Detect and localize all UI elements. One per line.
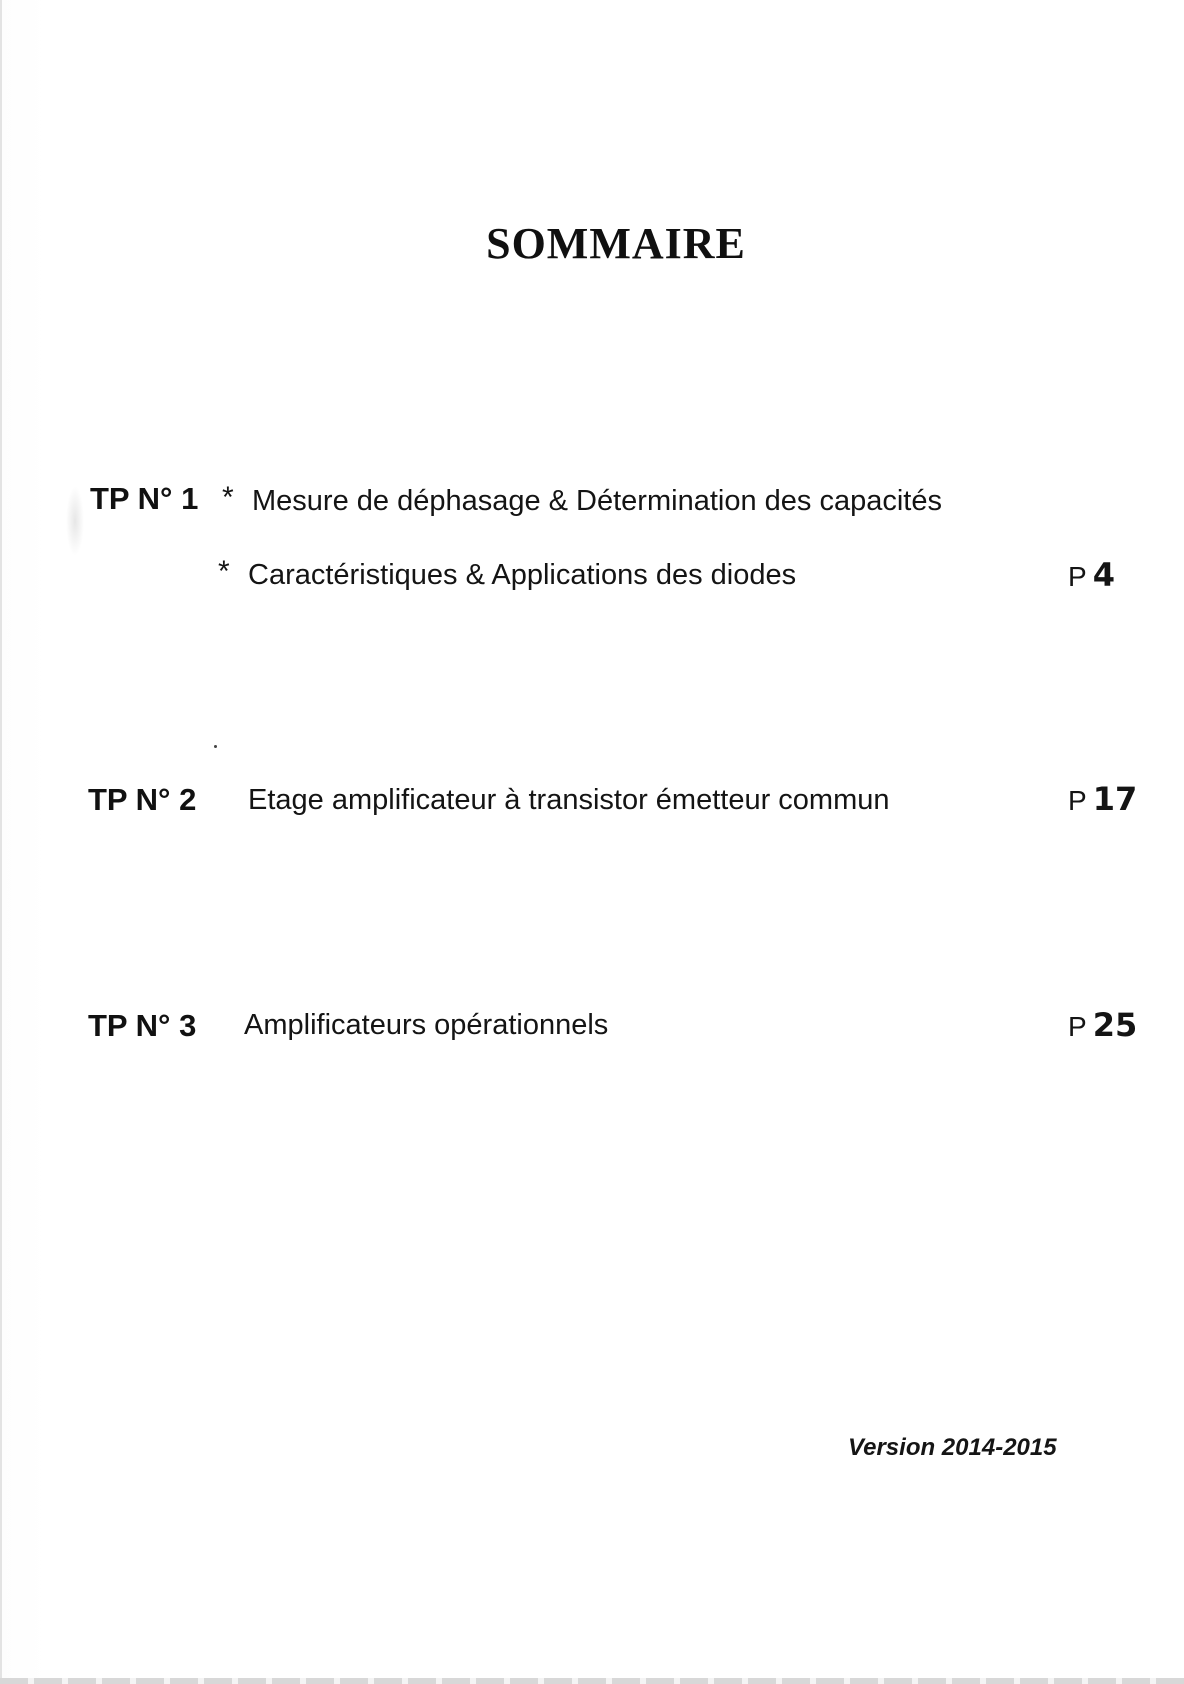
tp3-text: Amplificateurs opérationnels bbox=[244, 1009, 609, 1041]
tp2-label: TP N° 2 bbox=[88, 782, 197, 817]
tp1-bullet-2: * bbox=[218, 555, 230, 588]
tp1-label: TP N° 1 bbox=[90, 481, 199, 516]
paper-smudge bbox=[66, 486, 84, 556]
tp1-page-ref bbox=[1068, 556, 1115, 594]
tp1-line-2: Caractéristiques & Applications des diodes bbox=[248, 559, 797, 591]
tp3-page-number: 25 bbox=[1092, 1006, 1138, 1044]
tp1-page-number: 4 bbox=[1092, 556, 1115, 594]
tp1-bullet-1: * bbox=[222, 481, 234, 514]
tp3-page-prefix: P bbox=[1068, 1011, 1087, 1042]
paper-bottom-edge bbox=[0, 1678, 1184, 1684]
tp2-page-prefix: P bbox=[1068, 785, 1087, 816]
tp3-page-ref bbox=[1068, 1006, 1137, 1044]
ink-speck bbox=[214, 745, 217, 748]
tp3-label: TP N° 3 bbox=[88, 1008, 197, 1043]
version-label: Version 2014-2015 bbox=[848, 1434, 1057, 1461]
tp2-text: Etage amplificateur à transistor émetteur commun bbox=[248, 784, 890, 816]
tp2-page-ref bbox=[1068, 780, 1137, 818]
tp1-line-1: Mesure de déphasage & Détermination des capacités bbox=[252, 485, 942, 517]
page-title: SOMMAIRE bbox=[486, 219, 746, 268]
tp2-page-number: 17 bbox=[1092, 780, 1138, 818]
tp1-page-prefix: P bbox=[1068, 561, 1087, 592]
